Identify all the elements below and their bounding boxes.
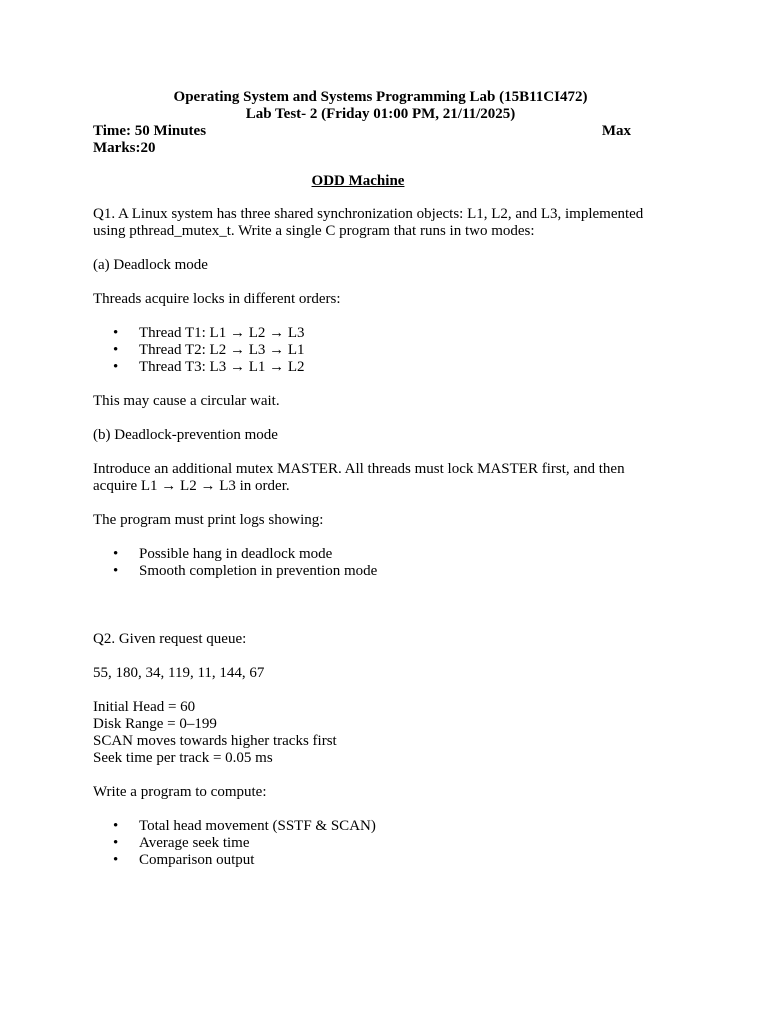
bullet-icon: •: [113, 359, 119, 375]
param-line: Disk Range = 0–199: [93, 716, 217, 732]
machine-title: ODD Machine: [311, 173, 405, 189]
marks-label: Marks:20: [93, 140, 156, 156]
q1-intro: Q1. A Linux system has three shared synchronization objects: L1, L2, and L3, implemented using pthread_mutex_t. Write a single C program that runs in two modes:: [93, 206, 644, 239]
list-item: • Smooth completion in prevention mode: [113, 563, 378, 579]
list-item: • Thread T1: L1 → L2 → L3: [113, 325, 305, 341]
list-item: • Possible hang in deadlock mode: [113, 546, 333, 562]
param-line: Seek time per track = 0.05 ms: [93, 750, 273, 766]
list-item: • Comparison output: [113, 852, 255, 868]
q1-mode-b: (b) Deadlock-prevention mode: [93, 427, 278, 443]
bullet-icon: •: [113, 818, 119, 834]
compute-list: [93, 818, 668, 869]
q1-orders: Threads acquire locks in different orders:: [93, 291, 341, 307]
exam-page: [93, 89, 668, 869]
list-item: • Thread T3: L3 → L1 → L2: [113, 359, 305, 375]
q1-master: Introduce an additional mutex MASTER. All threads must lock MASTER first, and then acquire L1 → L2 → L3 in order.: [93, 461, 625, 494]
bullet-icon: •: [113, 546, 119, 562]
list-item: • Total head movement (SSTF & SCAN): [113, 818, 376, 834]
course-title: Operating System and Systems Programming Lab (15B11CI472): [173, 89, 588, 105]
q2-intro: Q2. Given request queue:: [93, 631, 247, 647]
bullet-icon: •: [113, 563, 119, 579]
bullet-icon: •: [113, 835, 119, 851]
bullet-icon: •: [113, 852, 119, 868]
list-item: • Average seek time: [113, 835, 250, 851]
bullet-icon: •: [113, 325, 119, 341]
q1-mode-a: (a) Deadlock mode: [93, 257, 208, 273]
time-marks-row: [93, 123, 668, 140]
list-item: • Thread T2: L2 → L3 → L1: [113, 342, 305, 358]
log-list: [93, 546, 668, 580]
param-line: Initial Head = 60: [93, 699, 196, 715]
q2-params: [93, 699, 668, 767]
q1-circular: This may cause a circular wait.: [93, 393, 280, 409]
q1-logs: The program must print logs showing:: [93, 512, 324, 528]
test-title: Lab Test- 2 (Friday 01:00 PM, 21/11/2025): [245, 106, 516, 122]
max-label: Max: [601, 123, 631, 139]
time-label: Time: 50 Minutes: [93, 123, 207, 139]
param-line: SCAN moves towards higher tracks first: [93, 733, 337, 749]
thread-list: [93, 325, 668, 376]
q2-queue: 55, 180, 34, 119, 11, 144, 67: [93, 665, 265, 681]
bullet-icon: •: [113, 342, 119, 358]
q2-task: Write a program to compute:: [93, 784, 267, 800]
